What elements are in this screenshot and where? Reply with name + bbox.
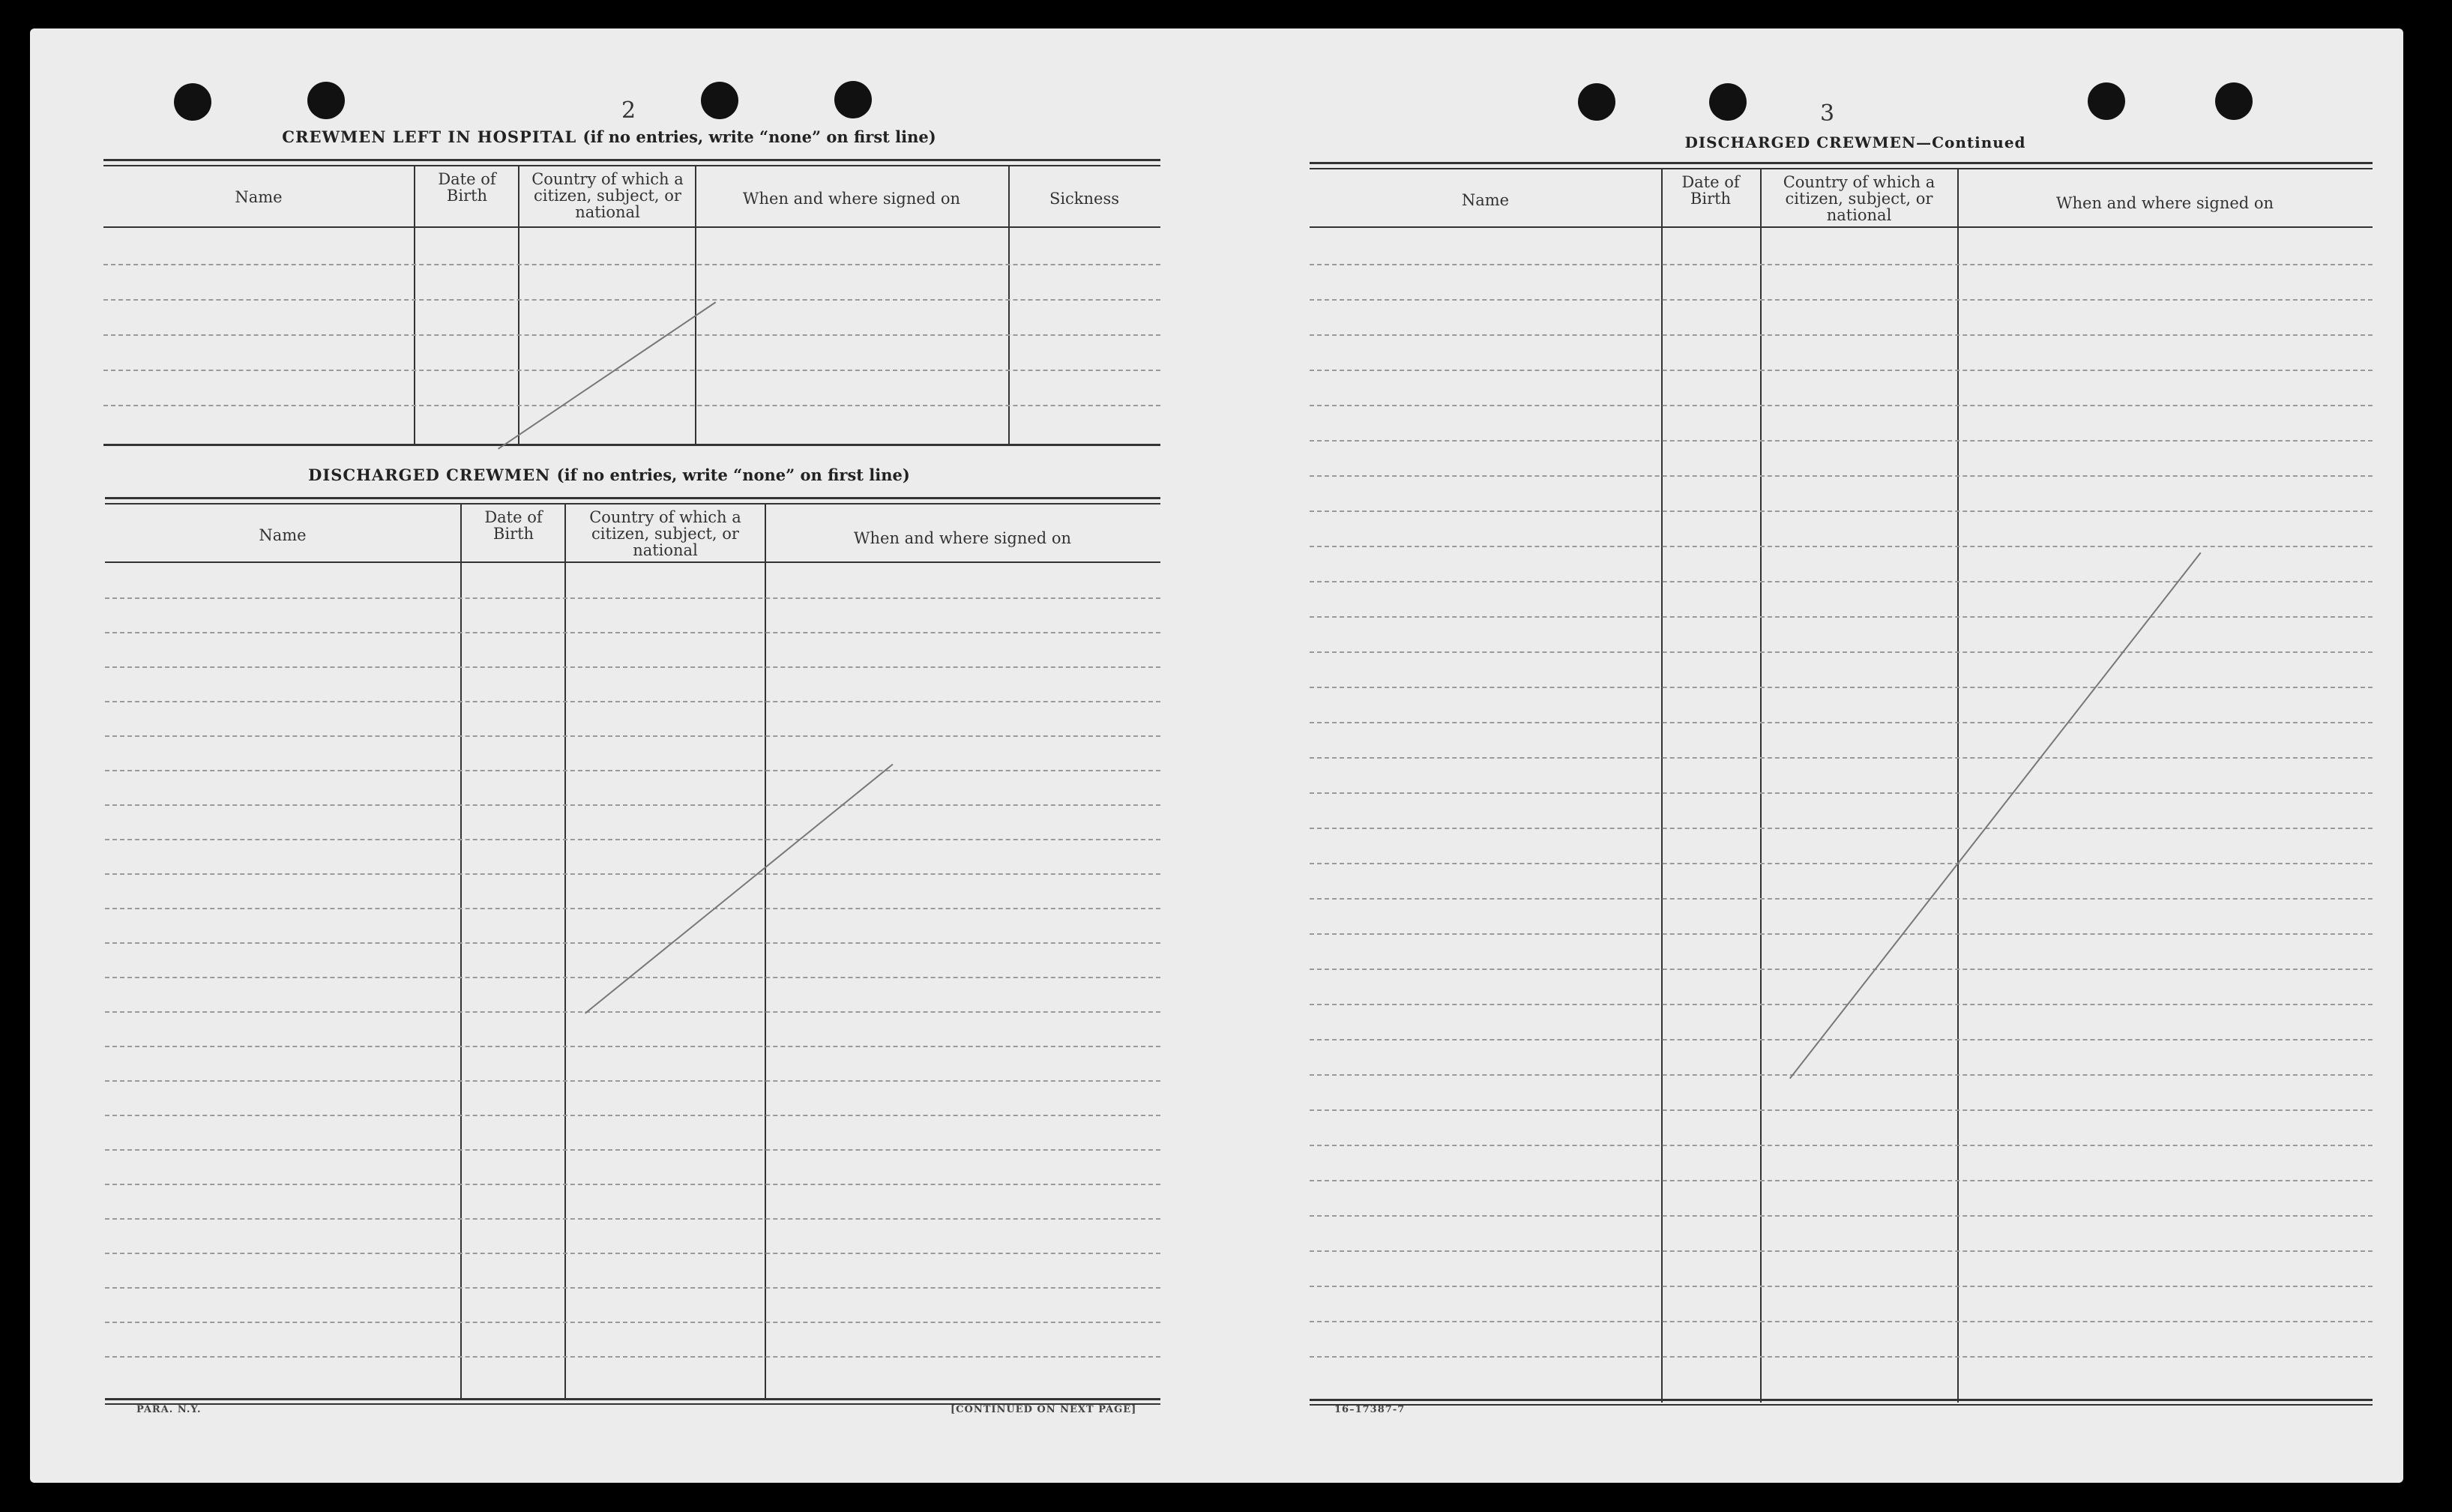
table-bottom-rule [1310, 1404, 2373, 1406]
punch-hole [2215, 82, 2253, 120]
page-number: 3 [1820, 100, 1835, 127]
entry-line [1310, 863, 2373, 864]
entry-line [103, 299, 1160, 301]
entry-line [105, 632, 1160, 633]
table-bottom-rule [103, 444, 1160, 446]
entry-line [1310, 828, 2373, 829]
entry-line [105, 1149, 1160, 1151]
hospital-title: CREWMEN LEFT IN HOSPITAL [282, 127, 577, 146]
entry-line [105, 873, 1160, 875]
column-divider [414, 166, 415, 444]
entry-line [1310, 1074, 2373, 1076]
entry-line [105, 977, 1160, 978]
entry-line [1310, 757, 2373, 759]
col-header-signed-on: When and where signed on [2055, 194, 2274, 212]
table-bottom-rule [105, 1398, 1160, 1400]
punch-hole [701, 82, 738, 119]
entry-line [105, 597, 1160, 599]
entry-line [105, 1356, 1160, 1358]
entry-line [105, 1115, 1160, 1116]
entry-line [1310, 651, 2373, 653]
col-header-name: Name [1461, 191, 1510, 209]
discharged-continued-table [1310, 162, 2373, 1440]
entry-line [1310, 687, 2373, 688]
col-header-dob: Date of Birth [1681, 173, 1740, 208]
column-divider [564, 504, 566, 1398]
entry-line [105, 701, 1160, 702]
entry-line [105, 1184, 1160, 1185]
entry-line [1310, 898, 2373, 900]
col-header-country: Country of which a citizen, subject, or national [531, 170, 684, 221]
cancel-stroke [498, 301, 716, 449]
entry-line [1310, 581, 2373, 582]
entry-line [1310, 334, 2373, 336]
column-divider [1760, 169, 1762, 1403]
col-header-dob: Date of Birth [438, 170, 496, 205]
entry-line [1310, 510, 2373, 512]
col-header-name: Name [235, 188, 283, 206]
entry-line [1310, 440, 2373, 442]
entry-line [105, 770, 1160, 771]
printer-mark: PARA. N.Y. [136, 1404, 202, 1415]
entry-line [1310, 1321, 2373, 1322]
entry-line [1310, 722, 2373, 723]
column-divider [460, 504, 462, 1398]
header-divider [105, 561, 1160, 563]
punch-hole [2088, 82, 2125, 120]
entry-line [105, 1046, 1160, 1047]
entry-line [1310, 616, 2373, 618]
entry-line [105, 1218, 1160, 1220]
entry-line [1310, 264, 2373, 265]
punch-hole [174, 83, 211, 121]
entry-line [1310, 1215, 2373, 1217]
continued-note: [CONTINUED ON NEXT PAGE] [951, 1404, 1137, 1415]
entry-line [103, 405, 1160, 406]
col-header-country: Country of which a citizen, subject, or national [589, 508, 741, 559]
column-divider [765, 504, 766, 1398]
col-header-signed-on: When and where signed on [853, 529, 1072, 547]
punch-hole [1709, 83, 1747, 121]
entry-line [105, 1322, 1160, 1323]
hospital-section-title [105, 127, 1113, 146]
entry-line [1310, 1180, 2373, 1181]
discharged-continued-title: DISCHARGED CREWMEN—Continued [1684, 133, 2026, 151]
entry-line [103, 370, 1160, 371]
discharged-note: (if no entries, write “none” on first line) [556, 466, 910, 484]
table-top-rule [105, 503, 1160, 504]
table-top-rule [1310, 162, 2373, 164]
header-divider [1310, 226, 2373, 228]
col-header-dob: Date of Birth [484, 508, 543, 543]
page-number: 2 [621, 97, 636, 124]
column-divider [1957, 169, 1959, 1403]
entry-line [1310, 1250, 2373, 1252]
cancel-stroke [1789, 552, 2202, 1079]
hospital-table [103, 159, 1160, 468]
entry-line [105, 804, 1160, 806]
table-top-rule [103, 159, 1160, 161]
entry-line [105, 942, 1160, 944]
punch-hole [834, 81, 872, 118]
entry-line [1310, 1286, 2373, 1287]
col-header-country: Country of which a citizen, subject, or national [1783, 173, 1936, 224]
entry-line [1310, 1039, 2373, 1040]
entry-line [1310, 299, 2373, 301]
discharged-section-title [105, 466, 1113, 484]
entry-line [1310, 1145, 2373, 1146]
table-top-rule [103, 165, 1160, 166]
hospital-note: (if no entries, write “none” on first line) [582, 127, 936, 146]
form-sheet [30, 28, 2403, 1483]
column-divider [1008, 166, 1010, 444]
entry-line [105, 1080, 1160, 1082]
entry-line [1310, 969, 2373, 970]
entry-line [1310, 1109, 2373, 1111]
entry-line [103, 264, 1160, 265]
entry-line [105, 1253, 1160, 1254]
entry-line [1310, 933, 2373, 935]
discharged-table [105, 497, 1160, 1434]
column-divider [1661, 169, 1663, 1403]
entry-line [105, 1287, 1160, 1289]
entry-line [105, 735, 1160, 737]
entry-line [105, 839, 1160, 840]
table-top-rule [105, 497, 1160, 499]
entry-line [1310, 792, 2373, 794]
header-divider [103, 226, 1160, 228]
entry-line [105, 908, 1160, 909]
punch-hole [307, 82, 345, 119]
column-divider [518, 166, 519, 444]
column-divider [695, 166, 696, 444]
entry-line [105, 666, 1160, 668]
entry-line [1310, 370, 2373, 371]
discharged-title: DISCHARGED CREWMEN [308, 466, 551, 484]
table-top-rule [1310, 168, 2373, 169]
form-number: 16–17387-7 [1334, 1404, 1406, 1415]
col-header-sickness: Sickness [1049, 190, 1120, 208]
col-header-signed-on: When and where signed on [742, 190, 961, 208]
table-bottom-rule [1310, 1399, 2373, 1401]
entry-line [1310, 475, 2373, 477]
col-header-name: Name [259, 526, 307, 544]
entry-line [103, 334, 1160, 336]
entry-line [1310, 546, 2373, 547]
punch-hole [1578, 83, 1615, 121]
entry-line [1310, 405, 2373, 406]
entry-line [1310, 1356, 2373, 1358]
entry-line [1310, 1004, 2373, 1005]
entry-line [105, 1011, 1160, 1013]
